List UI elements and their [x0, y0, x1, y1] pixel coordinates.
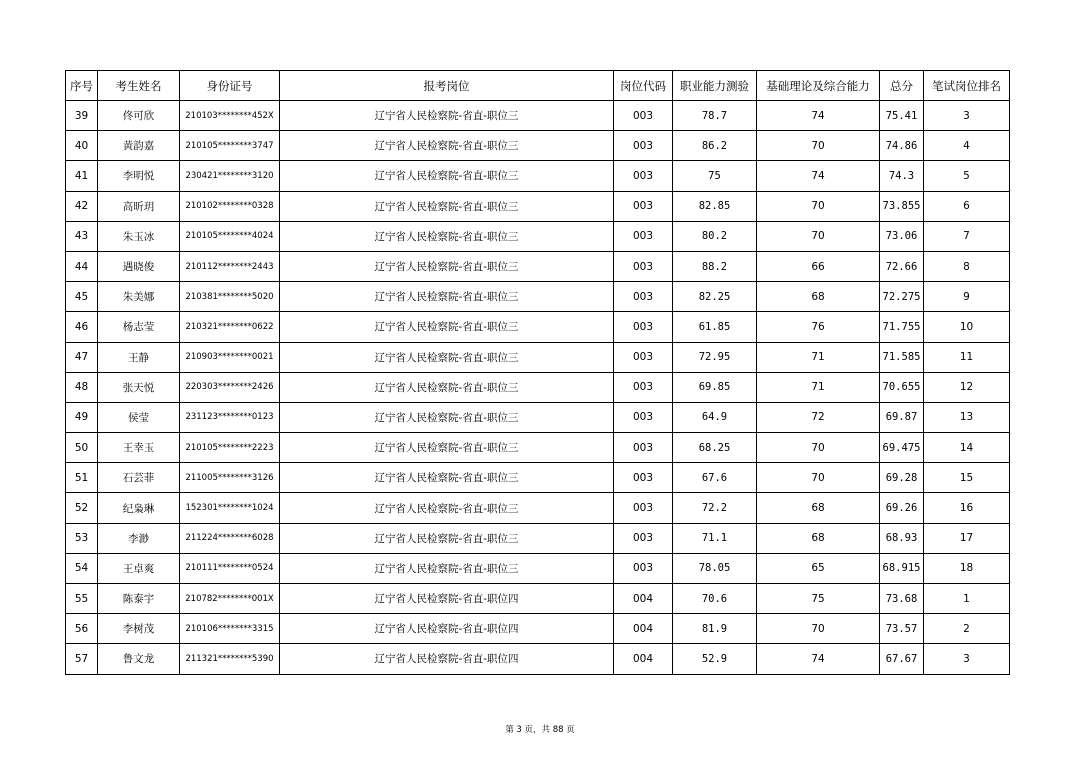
cell-seq: 46 [66, 312, 98, 342]
cell-seq: 48 [66, 372, 98, 402]
cell-post: 辽宁省人民检察院-省直-职位三 [280, 372, 614, 402]
cell-id: 210111********0524 [180, 553, 280, 583]
cell-id: 220303********2426 [180, 372, 280, 402]
results-table [65, 70, 1010, 675]
cell-post: 辽宁省人民检察院-省直-职位四 [280, 584, 614, 614]
cell-rank: 2 [924, 614, 1010, 644]
cell-theory: 70 [757, 131, 880, 161]
cell-rank: 4 [924, 131, 1010, 161]
table-row [66, 312, 1010, 342]
cell-post: 辽宁省人民检察院-省直-职位三 [280, 342, 614, 372]
cell-id: 152301********1024 [180, 493, 280, 523]
header-aptitude: 职业能力测验 [673, 71, 757, 101]
cell-total: 73.57 [880, 614, 924, 644]
cell-name: 朱美娜 [98, 282, 180, 312]
cell-rank: 16 [924, 493, 1010, 523]
cell-id: 210321********0622 [180, 312, 280, 342]
cell-theory: 70 [757, 463, 880, 493]
cell-rank: 5 [924, 161, 1010, 191]
table-body [66, 101, 1010, 675]
cell-name: 张天悦 [98, 372, 180, 402]
cell-post: 辽宁省人民检察院-省直-职位三 [280, 523, 614, 553]
cell-rank: 3 [924, 101, 1010, 131]
cell-name: 高昕玥 [98, 191, 180, 221]
cell-code: 003 [614, 101, 673, 131]
cell-code: 003 [614, 372, 673, 402]
cell-theory: 70 [757, 433, 880, 463]
cell-name: 王静 [98, 342, 180, 372]
cell-seq: 52 [66, 493, 98, 523]
table-row [66, 251, 1010, 281]
table-row [66, 221, 1010, 251]
cell-total: 69.26 [880, 493, 924, 523]
cell-code: 003 [614, 523, 673, 553]
cell-rank: 8 [924, 251, 1010, 281]
header-code: 岗位代码 [614, 71, 673, 101]
cell-id: 210106********3315 [180, 614, 280, 644]
cell-aptitude: 64.9 [673, 402, 757, 432]
table-row [66, 614, 1010, 644]
cell-post: 辽宁省人民检察院-省直-职位三 [280, 191, 614, 221]
cell-rank: 13 [924, 402, 1010, 432]
cell-code: 004 [614, 644, 673, 674]
cell-rank: 18 [924, 553, 1010, 583]
table-row [66, 402, 1010, 432]
cell-total: 73.855 [880, 191, 924, 221]
cell-rank: 15 [924, 463, 1010, 493]
cell-rank: 6 [924, 191, 1010, 221]
cell-total: 75.41 [880, 101, 924, 131]
cell-post: 辽宁省人民检察院-省直-职位三 [280, 402, 614, 432]
header-id: 身份证号 [180, 71, 280, 101]
cell-seq: 55 [66, 584, 98, 614]
cell-code: 003 [614, 161, 673, 191]
cell-aptitude: 71.1 [673, 523, 757, 553]
cell-seq: 45 [66, 282, 98, 312]
cell-name: 王卓爽 [98, 553, 180, 583]
cell-name: 鲁文龙 [98, 644, 180, 674]
table-row [66, 584, 1010, 614]
cell-code: 004 [614, 584, 673, 614]
cell-rank: 9 [924, 282, 1010, 312]
table-row [66, 131, 1010, 161]
cell-name: 黄韵嘉 [98, 131, 180, 161]
cell-post: 辽宁省人民检察院-省直-职位四 [280, 644, 614, 674]
cell-seq: 41 [66, 161, 98, 191]
cell-rank: 14 [924, 433, 1010, 463]
cell-code: 003 [614, 433, 673, 463]
table-row [66, 644, 1010, 674]
cell-theory: 76 [757, 312, 880, 342]
cell-seq: 40 [66, 131, 98, 161]
cell-id: 211224********6028 [180, 523, 280, 553]
cell-aptitude: 69.85 [673, 372, 757, 402]
cell-code: 003 [614, 342, 673, 372]
table-row [66, 553, 1010, 583]
cell-aptitude: 67.6 [673, 463, 757, 493]
cell-theory: 71 [757, 342, 880, 372]
cell-code: 003 [614, 131, 673, 161]
cell-code: 003 [614, 221, 673, 251]
cell-total: 67.67 [880, 644, 924, 674]
cell-aptitude: 82.25 [673, 282, 757, 312]
cell-theory: 68 [757, 493, 880, 523]
cell-aptitude: 68.25 [673, 433, 757, 463]
cell-total: 70.655 [880, 372, 924, 402]
table-row [66, 433, 1010, 463]
cell-id: 211005********3126 [180, 463, 280, 493]
cell-post: 辽宁省人民检察院-省直-职位三 [280, 553, 614, 583]
cell-name: 李树茂 [98, 614, 180, 644]
cell-id: 210105********3747 [180, 131, 280, 161]
cell-name: 杨志莹 [98, 312, 180, 342]
cell-aptitude: 75 [673, 161, 757, 191]
cell-code: 003 [614, 493, 673, 523]
cell-name: 陈泰宇 [98, 584, 180, 614]
cell-id: 211321********5390 [180, 644, 280, 674]
cell-seq: 54 [66, 553, 98, 583]
cell-code: 003 [614, 402, 673, 432]
cell-aptitude: 82.85 [673, 191, 757, 221]
cell-total: 71.755 [880, 312, 924, 342]
cell-aptitude: 81.9 [673, 614, 757, 644]
cell-code: 003 [614, 251, 673, 281]
cell-total: 69.28 [880, 463, 924, 493]
cell-post: 辽宁省人民检察院-省直-职位三 [280, 433, 614, 463]
cell-post: 辽宁省人民检察院-省直-职位三 [280, 101, 614, 131]
cell-theory: 75 [757, 584, 880, 614]
cell-seq: 44 [66, 251, 98, 281]
cell-theory: 74 [757, 101, 880, 131]
cell-post: 辽宁省人民检察院-省直-职位三 [280, 131, 614, 161]
header-seq: 序号 [66, 71, 98, 101]
cell-theory: 68 [757, 523, 880, 553]
cell-aptitude: 88.2 [673, 251, 757, 281]
cell-code: 003 [614, 191, 673, 221]
cell-theory: 71 [757, 372, 880, 402]
cell-name: 侯莹 [98, 402, 180, 432]
cell-total: 69.87 [880, 402, 924, 432]
cell-total: 68.915 [880, 553, 924, 583]
cell-id: 210381********5020 [180, 282, 280, 312]
cell-total: 73.06 [880, 221, 924, 251]
cell-id: 210903********0021 [180, 342, 280, 372]
cell-seq: 53 [66, 523, 98, 553]
table-row [66, 372, 1010, 402]
cell-id: 210782********001X [180, 584, 280, 614]
cell-code: 004 [614, 614, 673, 644]
cell-theory: 74 [757, 161, 880, 191]
table-row [66, 463, 1010, 493]
table-row [66, 191, 1010, 221]
cell-seq: 57 [66, 644, 98, 674]
cell-id: 231123********0123 [180, 402, 280, 432]
cell-seq: 50 [66, 433, 98, 463]
cell-theory: 72 [757, 402, 880, 432]
cell-rank: 7 [924, 221, 1010, 251]
cell-total: 72.66 [880, 251, 924, 281]
cell-code: 003 [614, 312, 673, 342]
cell-post: 辽宁省人民检察院-省直-职位三 [280, 161, 614, 191]
cell-seq: 42 [66, 191, 98, 221]
cell-name: 石芸菲 [98, 463, 180, 493]
cell-aptitude: 86.2 [673, 131, 757, 161]
cell-code: 003 [614, 553, 673, 583]
cell-aptitude: 70.6 [673, 584, 757, 614]
cell-name: 朱玉冰 [98, 221, 180, 251]
cell-total: 71.585 [880, 342, 924, 372]
table-header [66, 71, 1010, 101]
cell-post: 辽宁省人民检察院-省直-职位三 [280, 282, 614, 312]
cell-seq: 47 [66, 342, 98, 372]
cell-aptitude: 61.85 [673, 312, 757, 342]
cell-total: 74.3 [880, 161, 924, 191]
cell-theory: 70 [757, 614, 880, 644]
cell-post: 辽宁省人民检察院-省直-职位三 [280, 493, 614, 523]
cell-name: 王幸玉 [98, 433, 180, 463]
table-row [66, 282, 1010, 312]
cell-theory: 65 [757, 553, 880, 583]
cell-id: 230421********3120 [180, 161, 280, 191]
table-row [66, 342, 1010, 372]
cell-rank: 1 [924, 584, 1010, 614]
cell-theory: 68 [757, 282, 880, 312]
cell-seq: 39 [66, 101, 98, 131]
header-rank: 笔试岗位排名 [924, 71, 1010, 101]
cell-total: 69.475 [880, 433, 924, 463]
cell-name: 李渺 [98, 523, 180, 553]
cell-name: 李明悦 [98, 161, 180, 191]
cell-id: 210105********4024 [180, 221, 280, 251]
cell-name: 佟可欣 [98, 101, 180, 131]
cell-id: 210102********0328 [180, 191, 280, 221]
cell-seq: 51 [66, 463, 98, 493]
cell-theory: 66 [757, 251, 880, 281]
cell-total: 73.68 [880, 584, 924, 614]
cell-rank: 11 [924, 342, 1010, 372]
cell-rank: 17 [924, 523, 1010, 553]
cell-seq: 43 [66, 221, 98, 251]
cell-post: 辽宁省人民检察院-省直-职位三 [280, 463, 614, 493]
table-row [66, 161, 1010, 191]
cell-rank: 10 [924, 312, 1010, 342]
cell-aptitude: 72.95 [673, 342, 757, 372]
table-row [66, 101, 1010, 131]
cell-id: 210112********2443 [180, 251, 280, 281]
cell-total: 72.275 [880, 282, 924, 312]
cell-post: 辽宁省人民检察院-省直-职位三 [280, 251, 614, 281]
cell-rank: 3 [924, 644, 1010, 674]
cell-aptitude: 78.05 [673, 553, 757, 583]
cell-rank: 12 [924, 372, 1010, 402]
cell-id: 210103********452X [180, 101, 280, 131]
header-theory: 基础理论及综合能力 [757, 71, 880, 101]
cell-name: 纪枭琳 [98, 493, 180, 523]
cell-aptitude: 78.7 [673, 101, 757, 131]
header-name: 考生姓名 [98, 71, 180, 101]
header-post: 报考岗位 [280, 71, 614, 101]
cell-name: 遇晓俊 [98, 251, 180, 281]
cell-code: 003 [614, 463, 673, 493]
cell-code: 003 [614, 282, 673, 312]
cell-aptitude: 80.2 [673, 221, 757, 251]
cell-seq: 56 [66, 614, 98, 644]
header-total: 总分 [880, 71, 924, 101]
cell-aptitude: 72.2 [673, 493, 757, 523]
cell-id: 210105********2223 [180, 433, 280, 463]
cell-seq: 49 [66, 402, 98, 432]
table-row [66, 493, 1010, 523]
cell-post: 辽宁省人民检察院-省直-职位三 [280, 312, 614, 342]
cell-post: 辽宁省人民检察院-省直-职位三 [280, 221, 614, 251]
table-row [66, 523, 1010, 553]
cell-aptitude: 52.9 [673, 644, 757, 674]
cell-theory: 70 [757, 191, 880, 221]
cell-theory: 70 [757, 221, 880, 251]
cell-total: 68.93 [880, 523, 924, 553]
cell-total: 74.86 [880, 131, 924, 161]
cell-theory: 74 [757, 644, 880, 674]
cell-post: 辽宁省人民检察院-省直-职位四 [280, 614, 614, 644]
page-number: 第 3 页，共 88 页 [505, 725, 575, 735]
header-row [66, 71, 1010, 101]
